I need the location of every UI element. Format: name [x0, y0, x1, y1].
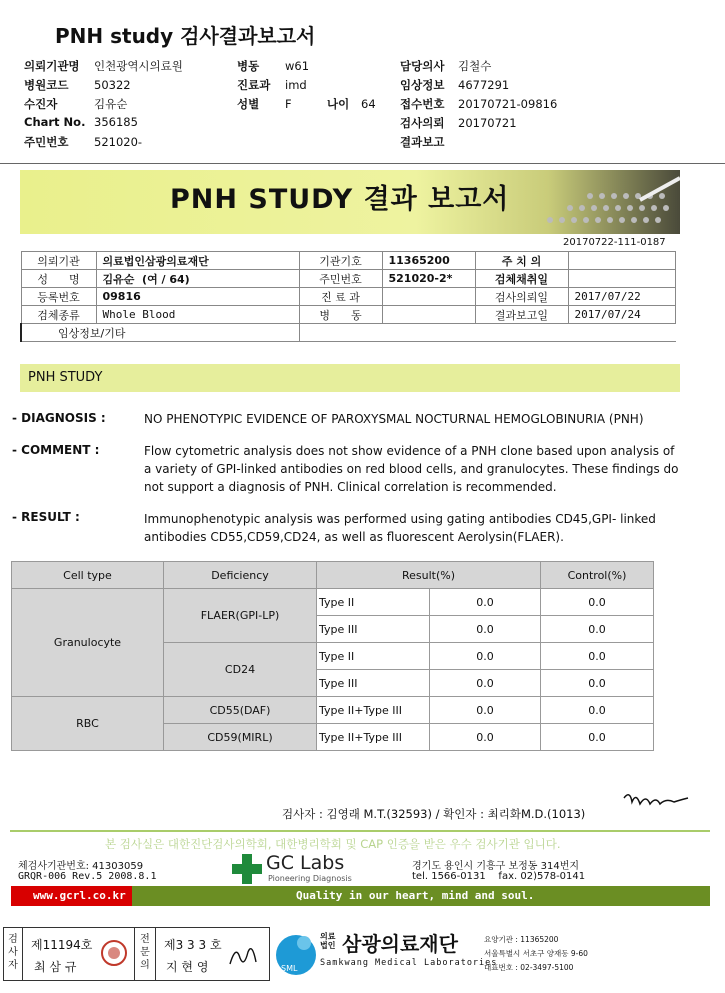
reviewer-side-text: 전문의: [140, 934, 150, 971]
header-right-block: [400, 58, 557, 153]
info-label: 의뢰기관: [21, 252, 96, 270]
age-value: 64: [361, 97, 376, 111]
info-value: Whole Blood: [96, 306, 299, 324]
column-header: Result(%): [317, 562, 541, 589]
header-value: 4677291: [458, 78, 510, 92]
lab-address: 경기도 용인시 기흥구 보정동 314번지: [412, 861, 580, 872]
cell-type-granulocyte: Granulocyte: [12, 589, 164, 697]
org-prefix: 의료법인: [320, 932, 336, 950]
control-value: 0.0: [541, 697, 654, 724]
info-value: 2017/07/24: [568, 306, 676, 324]
info-label: 주민번호: [299, 270, 382, 288]
diagnosis-label: - DIAGNOSIS :: [12, 411, 106, 425]
examiner-side-label: [4, 928, 23, 980]
section-title: PNH STUDY: [28, 370, 103, 385]
info-value: [568, 270, 676, 288]
info-label: 결과보고일: [475, 306, 568, 324]
info-value: [382, 306, 475, 324]
comment-line: a variety of GPI-linked antibodies on red blood cells, and granulocytes. These findings do: [144, 462, 679, 476]
info-value: 의료법인삼광의료재단: [96, 252, 299, 270]
column-header: Control(%): [541, 562, 654, 589]
info-value: [568, 252, 676, 270]
deficiency-cell: CD24: [164, 643, 317, 697]
result-value: 0.0: [430, 589, 541, 616]
header-value: 20170721-09816: [458, 97, 558, 111]
header-label: 의뢰기관명: [24, 59, 80, 73]
form-number: GRQR-006 Rev.5 2008.8.1: [18, 871, 157, 882]
header-label: 주민번호: [24, 135, 69, 149]
report-title: PNH study 검사결과보고서: [55, 24, 316, 48]
banner-title: PNH STUDY 결과 보고서: [170, 184, 510, 215]
clinical-info-value: [299, 324, 676, 342]
info-value: [382, 288, 475, 306]
result-value: 0.0: [430, 724, 541, 751]
header-value: 356185: [94, 115, 138, 129]
type-cell: Type II+Type III: [317, 697, 430, 724]
info-value: 2017/07/22: [568, 288, 676, 306]
comment-text: [144, 442, 678, 496]
info-row: [21, 324, 676, 342]
info-label: 병 동: [299, 306, 382, 324]
section-bar: [20, 364, 680, 392]
examiner-license: 제11194호: [31, 938, 93, 952]
result-value: 0.0: [430, 643, 541, 670]
result-value: 0.0: [430, 670, 541, 697]
sml-logo-icon: [271, 929, 321, 977]
type-cell: Type III: [317, 616, 430, 643]
header-label: 임상정보: [400, 78, 445, 92]
cell-type-rbc: RBC: [12, 697, 164, 751]
control-value: 0.0: [541, 670, 654, 697]
notice-line: [10, 830, 710, 832]
control-value: 0.0: [541, 589, 654, 616]
deficiency-cell: CD55(DAF): [164, 697, 317, 724]
info-label: 성 명: [21, 270, 96, 288]
result-line: Immunophenotypic analysis was performed using gating antibodies CD45,GPI- linked: [144, 512, 656, 526]
header-label: 진료과: [237, 78, 271, 92]
header-label: 성별: [237, 97, 260, 111]
header-label: 결과보고: [400, 135, 445, 149]
header-label: 수진자: [24, 97, 58, 111]
result-value: 0.0: [430, 616, 541, 643]
info-label: 주 치 의: [475, 252, 568, 270]
org-code: 요양기관 : 11365200: [484, 935, 559, 944]
examiner-side-text: 검사자: [8, 934, 18, 971]
reviewer-license: 제3 3 3 호: [164, 938, 222, 952]
info-row: [21, 306, 676, 324]
header-value: F: [285, 97, 292, 111]
result-label: - RESULT :: [12, 510, 80, 524]
patient-info-table: [20, 251, 676, 342]
lab-contact: tel. 1566-0131 fax. 02)578-0141: [412, 871, 586, 882]
header-label: Chart No.: [24, 115, 86, 129]
result-text: [144, 510, 656, 546]
header-label: 병원코드: [24, 78, 69, 92]
org-name: 삼광의료재단: [342, 932, 458, 956]
gc-labs-tagline: Pioneering Diagnosis: [268, 874, 352, 883]
org-english-name: Samkwang Medical Laboratories: [320, 958, 498, 968]
comment-line: Flow cytometric analysis does not show evidence of a PNH clone based upon analysis of: [144, 444, 675, 458]
deficiency-cell: FLAER(GPI-LP): [164, 589, 317, 643]
info-label: 진 료 과: [299, 288, 382, 306]
info-label: 검체채취일: [475, 270, 568, 288]
info-label: 기관기호: [299, 252, 382, 270]
org-address: 서울특별시 서초구 양재동 9-60: [484, 949, 588, 958]
header-label: 담당의사: [400, 59, 445, 73]
column-header: Deficiency: [164, 562, 317, 589]
header-left-block: [24, 58, 183, 153]
comment-line: not support a diagnosis of PNH. Clinical correlation is recommended.: [144, 480, 557, 494]
examiner-name: 최 삼 규: [34, 960, 77, 974]
diagnosis-text: NO PHENOTYPIC EVIDENCE OF PAROXYSMAL NOCTURNAL HEMOGLOBINURIA (PNH): [144, 412, 644, 426]
table-row: [12, 589, 654, 616]
gc-labs-logo-text: GC Labs: [266, 852, 345, 874]
result-line: antibodies CD55,CD59,CD24, as well as fluorescent Aerolysin(FLAER).: [144, 530, 564, 544]
info-label: 등록번호: [21, 288, 96, 306]
info-row: [21, 252, 676, 270]
reviewer-name: 지 현 영: [166, 960, 209, 974]
type-cell: Type II: [317, 589, 430, 616]
signature-mark: [622, 788, 692, 814]
age-label: 나이: [327, 97, 350, 111]
column-header: Cell type: [12, 562, 164, 589]
lab-number: 체검사기관번호: 41303059: [18, 861, 144, 872]
header-label: 검사의뢰: [400, 116, 445, 130]
header-value: 521020-: [94, 135, 143, 149]
header-label: 병동: [237, 59, 260, 73]
control-value: 0.0: [541, 616, 654, 643]
table-row: [12, 697, 654, 724]
signature-stamp-box: [3, 927, 270, 981]
info-value: 김유순 (여 / 64): [96, 270, 299, 288]
info-row: [21, 270, 676, 288]
type-cell: Type III: [317, 670, 430, 697]
header-value: 김철수: [458, 59, 492, 73]
reviewer-side-label: [134, 928, 156, 980]
quality-slogan: Quality in our heart, mind and soul.: [296, 889, 535, 902]
reviewer-signature-mark: [226, 940, 262, 970]
info-value: 09816: [96, 288, 299, 306]
website-bar: [11, 886, 132, 906]
header-value: imd: [285, 78, 307, 92]
header-label: 접수번호: [400, 97, 445, 111]
info-label: 검사의뢰일: [475, 288, 568, 306]
result-value: 0.0: [430, 697, 541, 724]
quality-bar: [132, 886, 710, 906]
website-link[interactable]: www.gcrl.co.kr: [33, 889, 126, 902]
banner-decoration: [520, 170, 680, 234]
header-divider: [0, 163, 725, 164]
header-value: 김유순: [94, 97, 128, 111]
info-row: [21, 288, 676, 306]
accreditation-notice: 본 검사실은 대한진단검사의학회, 대한병리학회 및 CAP 인증을 받은 우수 검사기관 입니다.: [105, 837, 561, 851]
table-header-row: [12, 562, 654, 589]
comment-label: - COMMENT :: [12, 443, 100, 457]
header-mid-block: [237, 58, 376, 115]
sml-logo-text: SML: [281, 964, 298, 973]
signoff-text: 검사자 : 김영래 M.T.(32593) / 확인자 : 최리화M.D.(1013): [282, 807, 586, 821]
control-value: 0.0: [541, 724, 654, 751]
clinical-info-label: 임상정보/기타: [21, 324, 299, 342]
info-value: 521020-2*: [382, 270, 475, 288]
type-cell: Type II+Type III: [317, 724, 430, 751]
type-cell: Type II: [317, 643, 430, 670]
org-phone: 대표번호 : 02-3497-5100: [484, 963, 574, 972]
header-value: w61: [285, 59, 310, 73]
gc-labs-logo-icon: [231, 853, 263, 885]
report-reference-number: 20170722-111-0187: [563, 237, 666, 248]
result-table: [11, 561, 654, 751]
info-label: 검체종류: [21, 306, 96, 324]
deficiency-cell: CD59(MIRL): [164, 724, 317, 751]
examiner-seal-icon: [100, 938, 128, 968]
header-value: 20170721: [458, 116, 517, 130]
header-value: 인천광역시의료원: [94, 59, 183, 73]
info-value: 11365200: [382, 252, 475, 270]
control-value: 0.0: [541, 643, 654, 670]
header-value: 50322: [94, 78, 131, 92]
